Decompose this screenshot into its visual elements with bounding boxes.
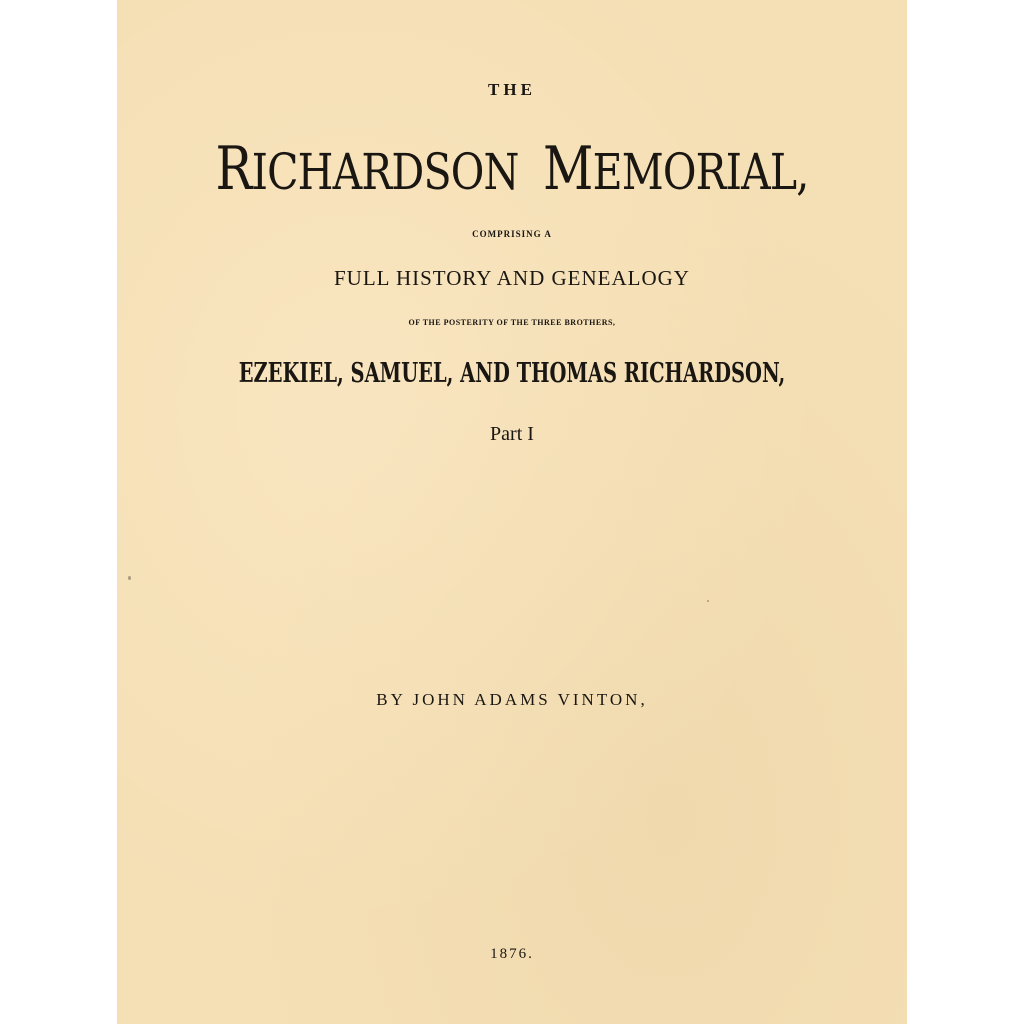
comprising-line: COMPRISING A bbox=[472, 229, 552, 239]
main-title-rest-1: ICHARDSON bbox=[251, 143, 519, 201]
posterity-line: OF THE POSTERITY OF THE THREE BROTHERS, bbox=[408, 318, 616, 327]
subtitle-full-history: FULL HISTORY AND GENEALOGY bbox=[334, 266, 690, 290]
main-title-initial-2: M bbox=[543, 134, 593, 204]
main-title-rest-2: EMORIAL, bbox=[592, 143, 809, 201]
brothers-names: EZEKIEL, SAMUEL, AND THOMAS RICHARDSON, bbox=[238, 358, 786, 389]
paper-speck bbox=[707, 600, 709, 602]
part-label: Part I bbox=[490, 423, 534, 445]
title-article: THE bbox=[488, 80, 536, 99]
main-title bbox=[188, 134, 836, 204]
title-page bbox=[117, 0, 907, 1024]
author-line: BY JOHN ADAMS VINTON, bbox=[376, 690, 648, 709]
paper-speck bbox=[128, 576, 131, 580]
main-title-initial-1: R bbox=[215, 134, 252, 204]
publication-year: 1876. bbox=[490, 946, 534, 962]
